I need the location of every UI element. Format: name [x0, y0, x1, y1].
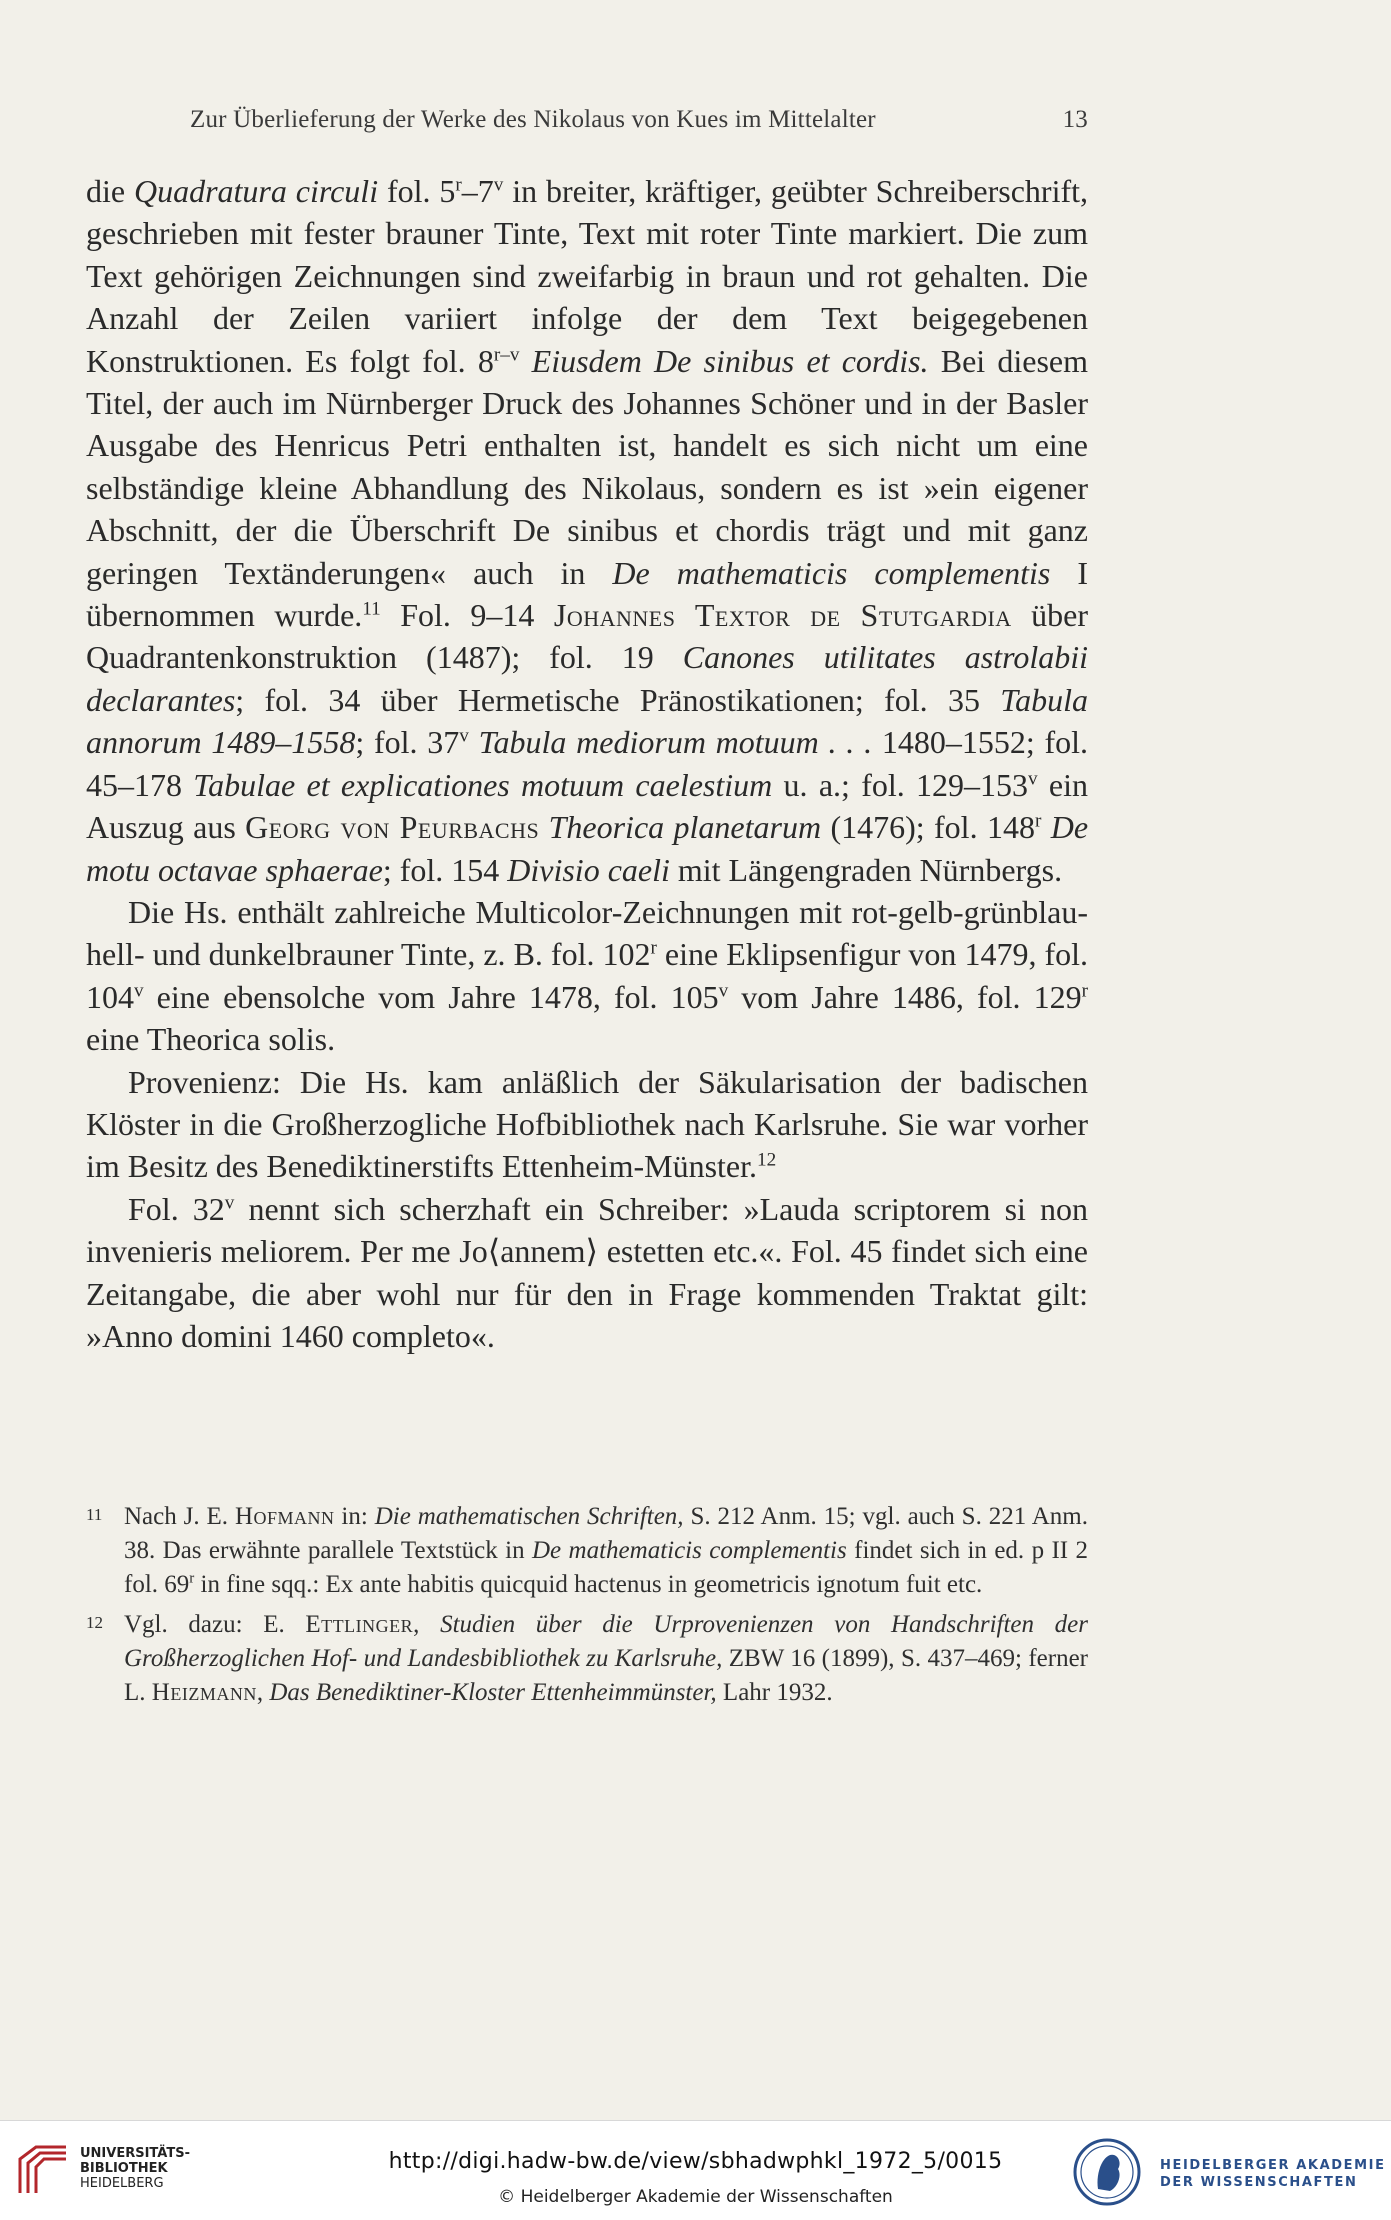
footnote-ref-11[interactable]: 11 [362, 598, 381, 620]
permalink-url[interactable]: http://digi.hadw-bw.de/view/sbhadwphkl_1972_5/0015 [388, 2149, 1003, 2174]
paragraph-2: Die Hs. enthält zahlreiche Multicolor-Zeichnungen mit rot-gelb-grünblau-hell- und dunkelbrauner Tinte, z. B. fol. 102$^r$ eine Eklipsenfigur von 1479, fol. 104$^v$ eine ebensolche vom Jahre 1478, fol. 105$^v$ vom Jahre 1486, fol. 129$^r$ eine Theorica solis. [86, 893, 1089, 1058]
footnote-11: 11 Nach J. E. Hofmann in: Die mathematischen Schriften, S. 212 Anm. 15; vgl. auch S. 221 Anm. 38. Das erwähnte parallele Textstück in De mathematicis complementis findet sich in ed. p II 2 fol. 69$^r$ in fine sqq.: Ex ante habitis quicquid hactenus in geometricis ignotum fuit etc. [86, 1500, 1088, 1602]
footnotes [86, 1500, 1088, 1716]
page-number: 13 [1062, 106, 1088, 133]
footnote-12: 12 Vgl. dazu: E. Ettlinger, Studien über die Urprovenienzen von Handschriften der Großherzoglichen Hof- und Landesbibliothek zu Karlsruhe, ZBW 16 (1899), S. 437–469; ferner L. Heizmann, Das Benediktiner-Kloster Ettenheimmünster, Lahr 1932. [86, 1608, 1088, 1710]
academy-name: HEIDELBERGER AKADEMIE DER WISSENSCHAFTEN [1160, 2158, 1386, 2190]
viewer-footer [0, 2120, 1391, 2220]
main-text [86, 170, 1088, 1357]
footnote-ref-12[interactable]: 12 [757, 1149, 777, 1171]
academy-seal-icon[interactable] [1072, 2137, 1142, 2207]
university-library-name: UNIVERSITÄTS- BIBLIOTHEK HEIDELBERG [80, 2146, 190, 2191]
footnote-number: 12 [86, 1613, 103, 1632]
paragraph-3: Provenienz: Die Hs. kam anläßlich der Säkularisation der badischen Klöster in die Großherzogliche Hofbibliothek nach Karlsruhe. Sie war vorher im Besitz des Benediktinerstifts Ettenheim-Münster.$^{12}$ [86, 1063, 1088, 1185]
paragraph-4: Fol. 32$^v$ nennt sich scherzhaft ein Schreiber: »Lauda scriptorem si non invenieris meliorem. Per me Jo⟨annem⟩ estetten etc.«. Fol. 45 findet sich eine Zeitangabe, die aber wohl nur für den in Frage kommenden Traktat gilt: »Anno domini 1460 completo«. [86, 1190, 1089, 1354]
footnote-number: 11 [86, 1505, 103, 1524]
paragraph-1: die Quadratura circuli fol. 5$^r$–7$^v$ in breiter, kräftiger, geübter Schreiberschrift, geschrieben mit fester brauner Tinte, Text mit roter Tinte markiert. Die zum Text gehörigen Zeichnungen sind zweifarbig in braun und rot gehalten. Die Anzahl der Zeilen variiert infolge der dem Text beigegebenen Konstruktionen. Es folgt fol. 8$^{r-v}$ Eiusdem De sinibus et cordis. Bei diesem Titel, der auch im Nürnberger Druck des Johannes Schöner und in der Basler Ausgabe des Henricus Petri enthalten ist, handelt es sich nicht um eine selbständige kleine Abhandlung des Nikolaus, sondern es ist »ein eigener Abschnitt, der die Überschrift De sinibus et chordis trägt und mit ganz geringen Textänderungen« auch in De mathematicis complementis I übernommen wurde.$^{11}$ Fol. 9–14 Johannes Textor de Stutgardia über Quadrantenkonstruktion (1487); fol. 19 Canones utilitates astrolabii declarantes; fol. 34 über Hermetische Pränostikationen; fol. 35 Tabula annorum 1489–1558; fol. 37$^v$ Tabula mediorum motuum . . . 1480–1552; fol. 45–178 Tabulae et explicationes motuum caelestium u. a.; fol. 129–153$^v$ ein Auszug aus Georg von Peurbachs Theorica planetarum (1476); fol. 148$^r$ De motu octavae sphaerae; fol. 154 Divisio caeli mit Längengraden Nürnbergs. [86, 173, 1089, 888]
header-title: Zur Überlieferung der Werke des Nikolaus von Kues im Mittelalter [190, 106, 876, 133]
running-header [190, 106, 1088, 134]
copyright-notice: © Heidelberger Akademie der Wissenschaften [498, 2187, 893, 2207]
